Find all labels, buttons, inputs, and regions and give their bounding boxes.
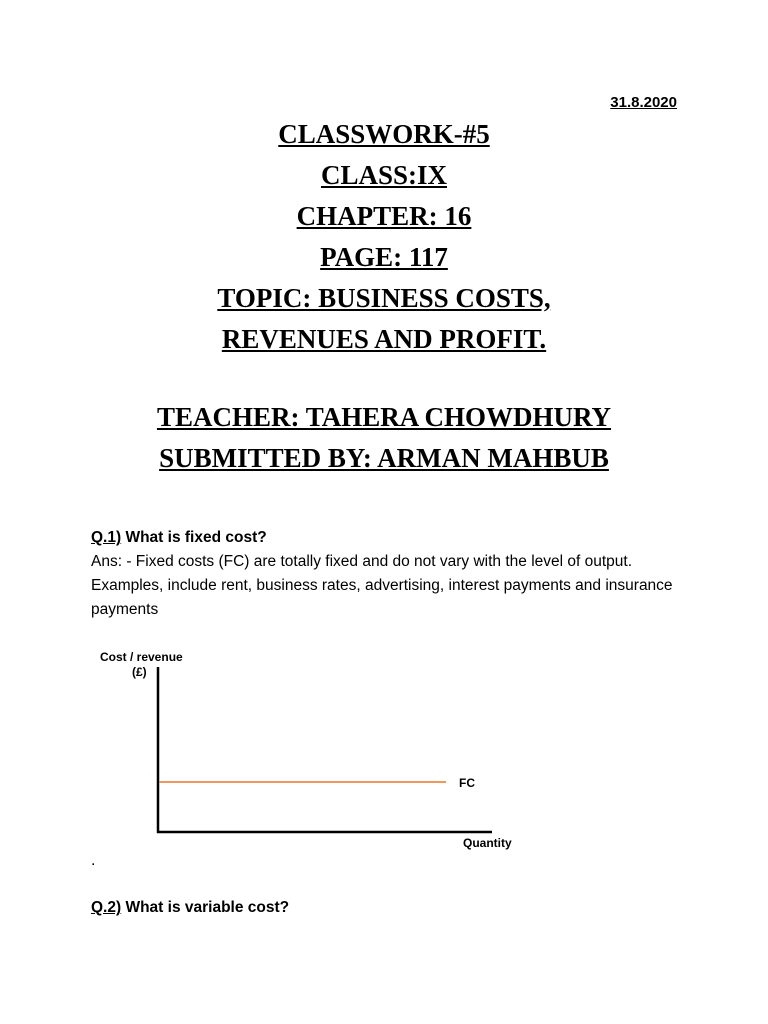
submitted-by-label: SUBMITTED BY: ARMAN MAHBUB bbox=[159, 443, 609, 473]
question-2-heading bbox=[91, 899, 691, 917]
classwork-title: CLASSWORK-#5 bbox=[278, 119, 490, 149]
topic-line-2: REVENUES AND PROFIT. bbox=[221, 324, 547, 354]
class-label: CLASS:IX bbox=[320, 160, 448, 190]
answer-1: Ans: - Fixed costs (FC) are totally fixed and do not vary with the level of output. Examples, include rent, business rates, advertising, interest payments and insurance payments bbox=[91, 553, 673, 618]
chapter-label: CHAPTER: 16 bbox=[296, 201, 472, 231]
question-2 bbox=[91, 899, 691, 917]
x-axis-label: Quantity bbox=[463, 836, 512, 850]
page-label: PAGE: 117 bbox=[320, 242, 448, 272]
question-1 bbox=[91, 529, 691, 622]
question-2-number: Q.2) bbox=[91, 899, 122, 916]
teacher-label: TEACHER: TAHERA CHOWDHURY bbox=[156, 402, 612, 432]
fc-label: FC bbox=[459, 776, 475, 790]
question-1-number: Q.1) bbox=[91, 529, 122, 546]
question-2-text: What is variable cost? bbox=[121, 899, 290, 916]
stray-dot: . bbox=[91, 852, 96, 869]
topic-line-1: TOPIC: BUSINESS COSTS, bbox=[217, 283, 551, 313]
date: 31.8.2020 bbox=[610, 94, 677, 111]
fixed-cost-graph bbox=[0, 645, 768, 865]
y-axis-label-line-2: (£) bbox=[132, 665, 147, 679]
y-axis-label-line-1: Cost / revenue bbox=[100, 650, 183, 664]
question-1-heading bbox=[91, 529, 691, 547]
question-1-text: What is fixed cost? bbox=[121, 529, 267, 546]
title-block bbox=[0, 114, 768, 479]
